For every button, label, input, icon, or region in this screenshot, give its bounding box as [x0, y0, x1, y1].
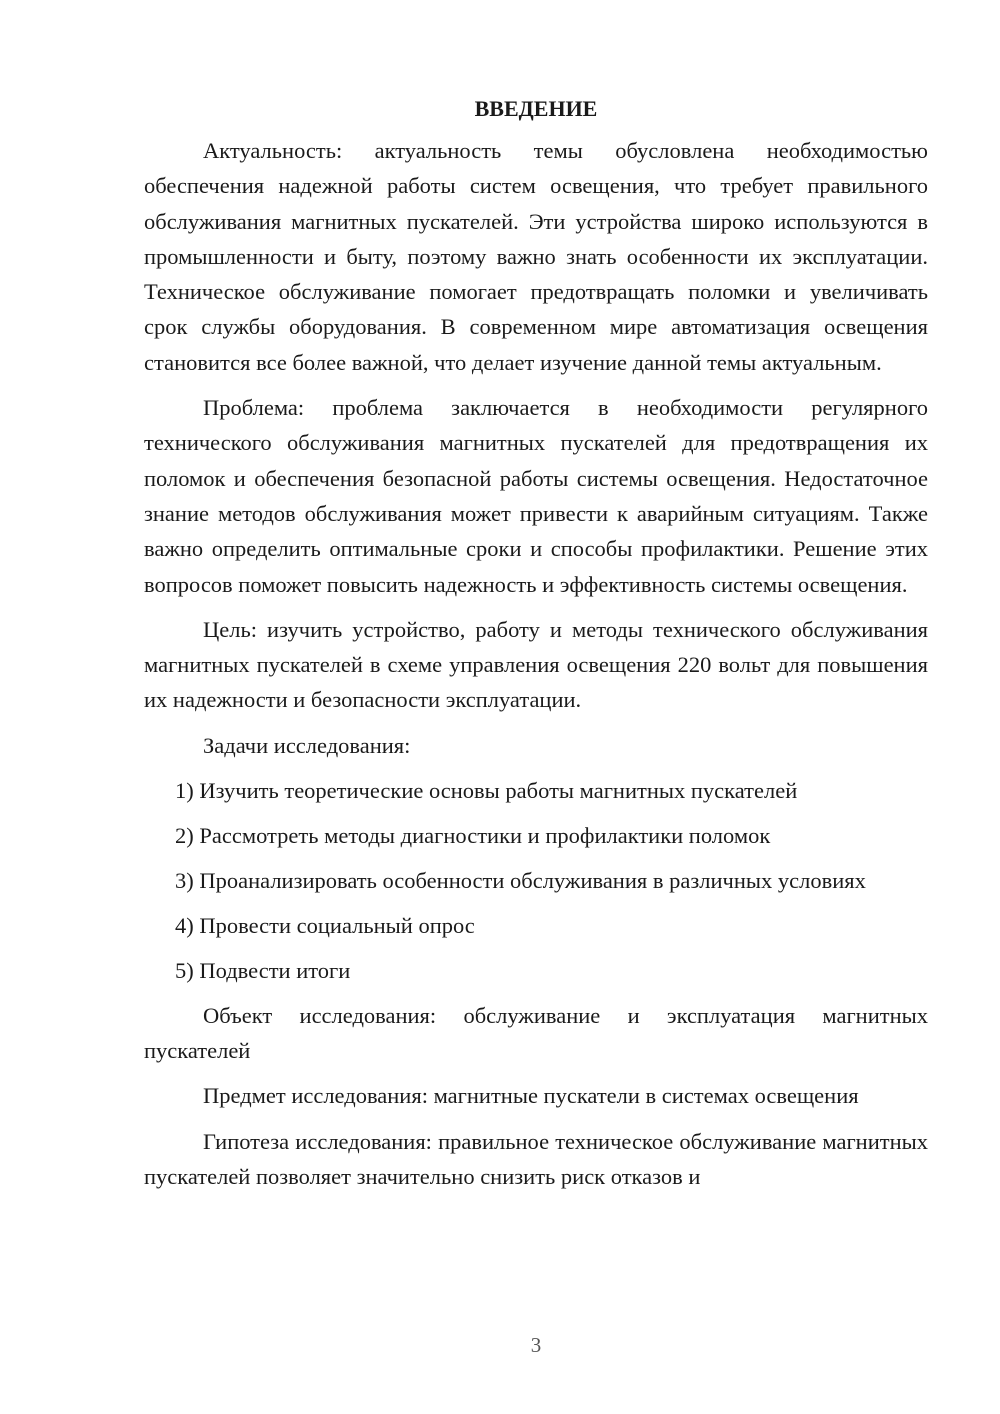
paragraph-object: Объект исследования: обслуживание и эксплуатация магнитных пускателей: [144, 1002, 928, 1064]
task-item-3: 3) Проанализировать особенности обслуживания в различных условиях: [175, 867, 866, 893]
tasks-heading: Задачи исследования:: [203, 732, 411, 758]
page-number: 3: [530, 1333, 542, 1357]
paragraph-hypothesis: Гипотеза исследования: правильное техническое обслуживание магнитных пускателей позволяет значительно снизить риск отказов и: [144, 1128, 928, 1189]
task-item-2: 2) Рассмотреть методы диагностики и профилактики поломок: [175, 822, 771, 848]
paragraph-relevance: Актуальность: актуальность темы обусловлена необходимостью обеспечения надежной работы систем освещения, что требует правильного обслуживания магнитных пускателей. Эти устройства широко используются в промышленности и быту, поэтому важно знать особенности их эксплуатации. Техническое обслуживание помогает предотвращать поломки и увеличивать срок службы оборудования. В современном мире автоматизация освещения становится все более важной, что делает изучение данной темы актуальным.: [144, 138, 928, 375]
task-item-4: 4) Провести социальный опрос: [175, 912, 475, 938]
paragraph-subject: Предмет исследования: магнитные пускатели в системах освещения: [203, 1083, 859, 1109]
task-item-1: 1) Изучить теоретические основы работы магнитных пускателей: [175, 777, 798, 803]
page-title: ВВЕДЕНИЕ: [474, 96, 598, 121]
paragraph-problem: Проблема: проблема заключается в необходимости регулярного технического обслуживания магнитных пускателей для предотвращения их поломок и обеспечения безопасной работы системы освещения. Недостаточное знание методов обслуживания может привести к аварийным ситуациям. Также важно определить оптимальные сроки и способы профилактики. Решение этих вопросов поможет повысить надежность и эффективность системы освещения.: [144, 395, 928, 597]
paragraph-goal: Цель: изучить устройство, работу и методы технического обслуживания магнитных пускателей в схеме управления освещения 220 вольт для повышения их надежности и безопасности эксплуатации.: [144, 616, 928, 713]
document-page: [144, 92, 928, 1204]
task-item-5: 5) Подвести итоги: [175, 957, 351, 983]
